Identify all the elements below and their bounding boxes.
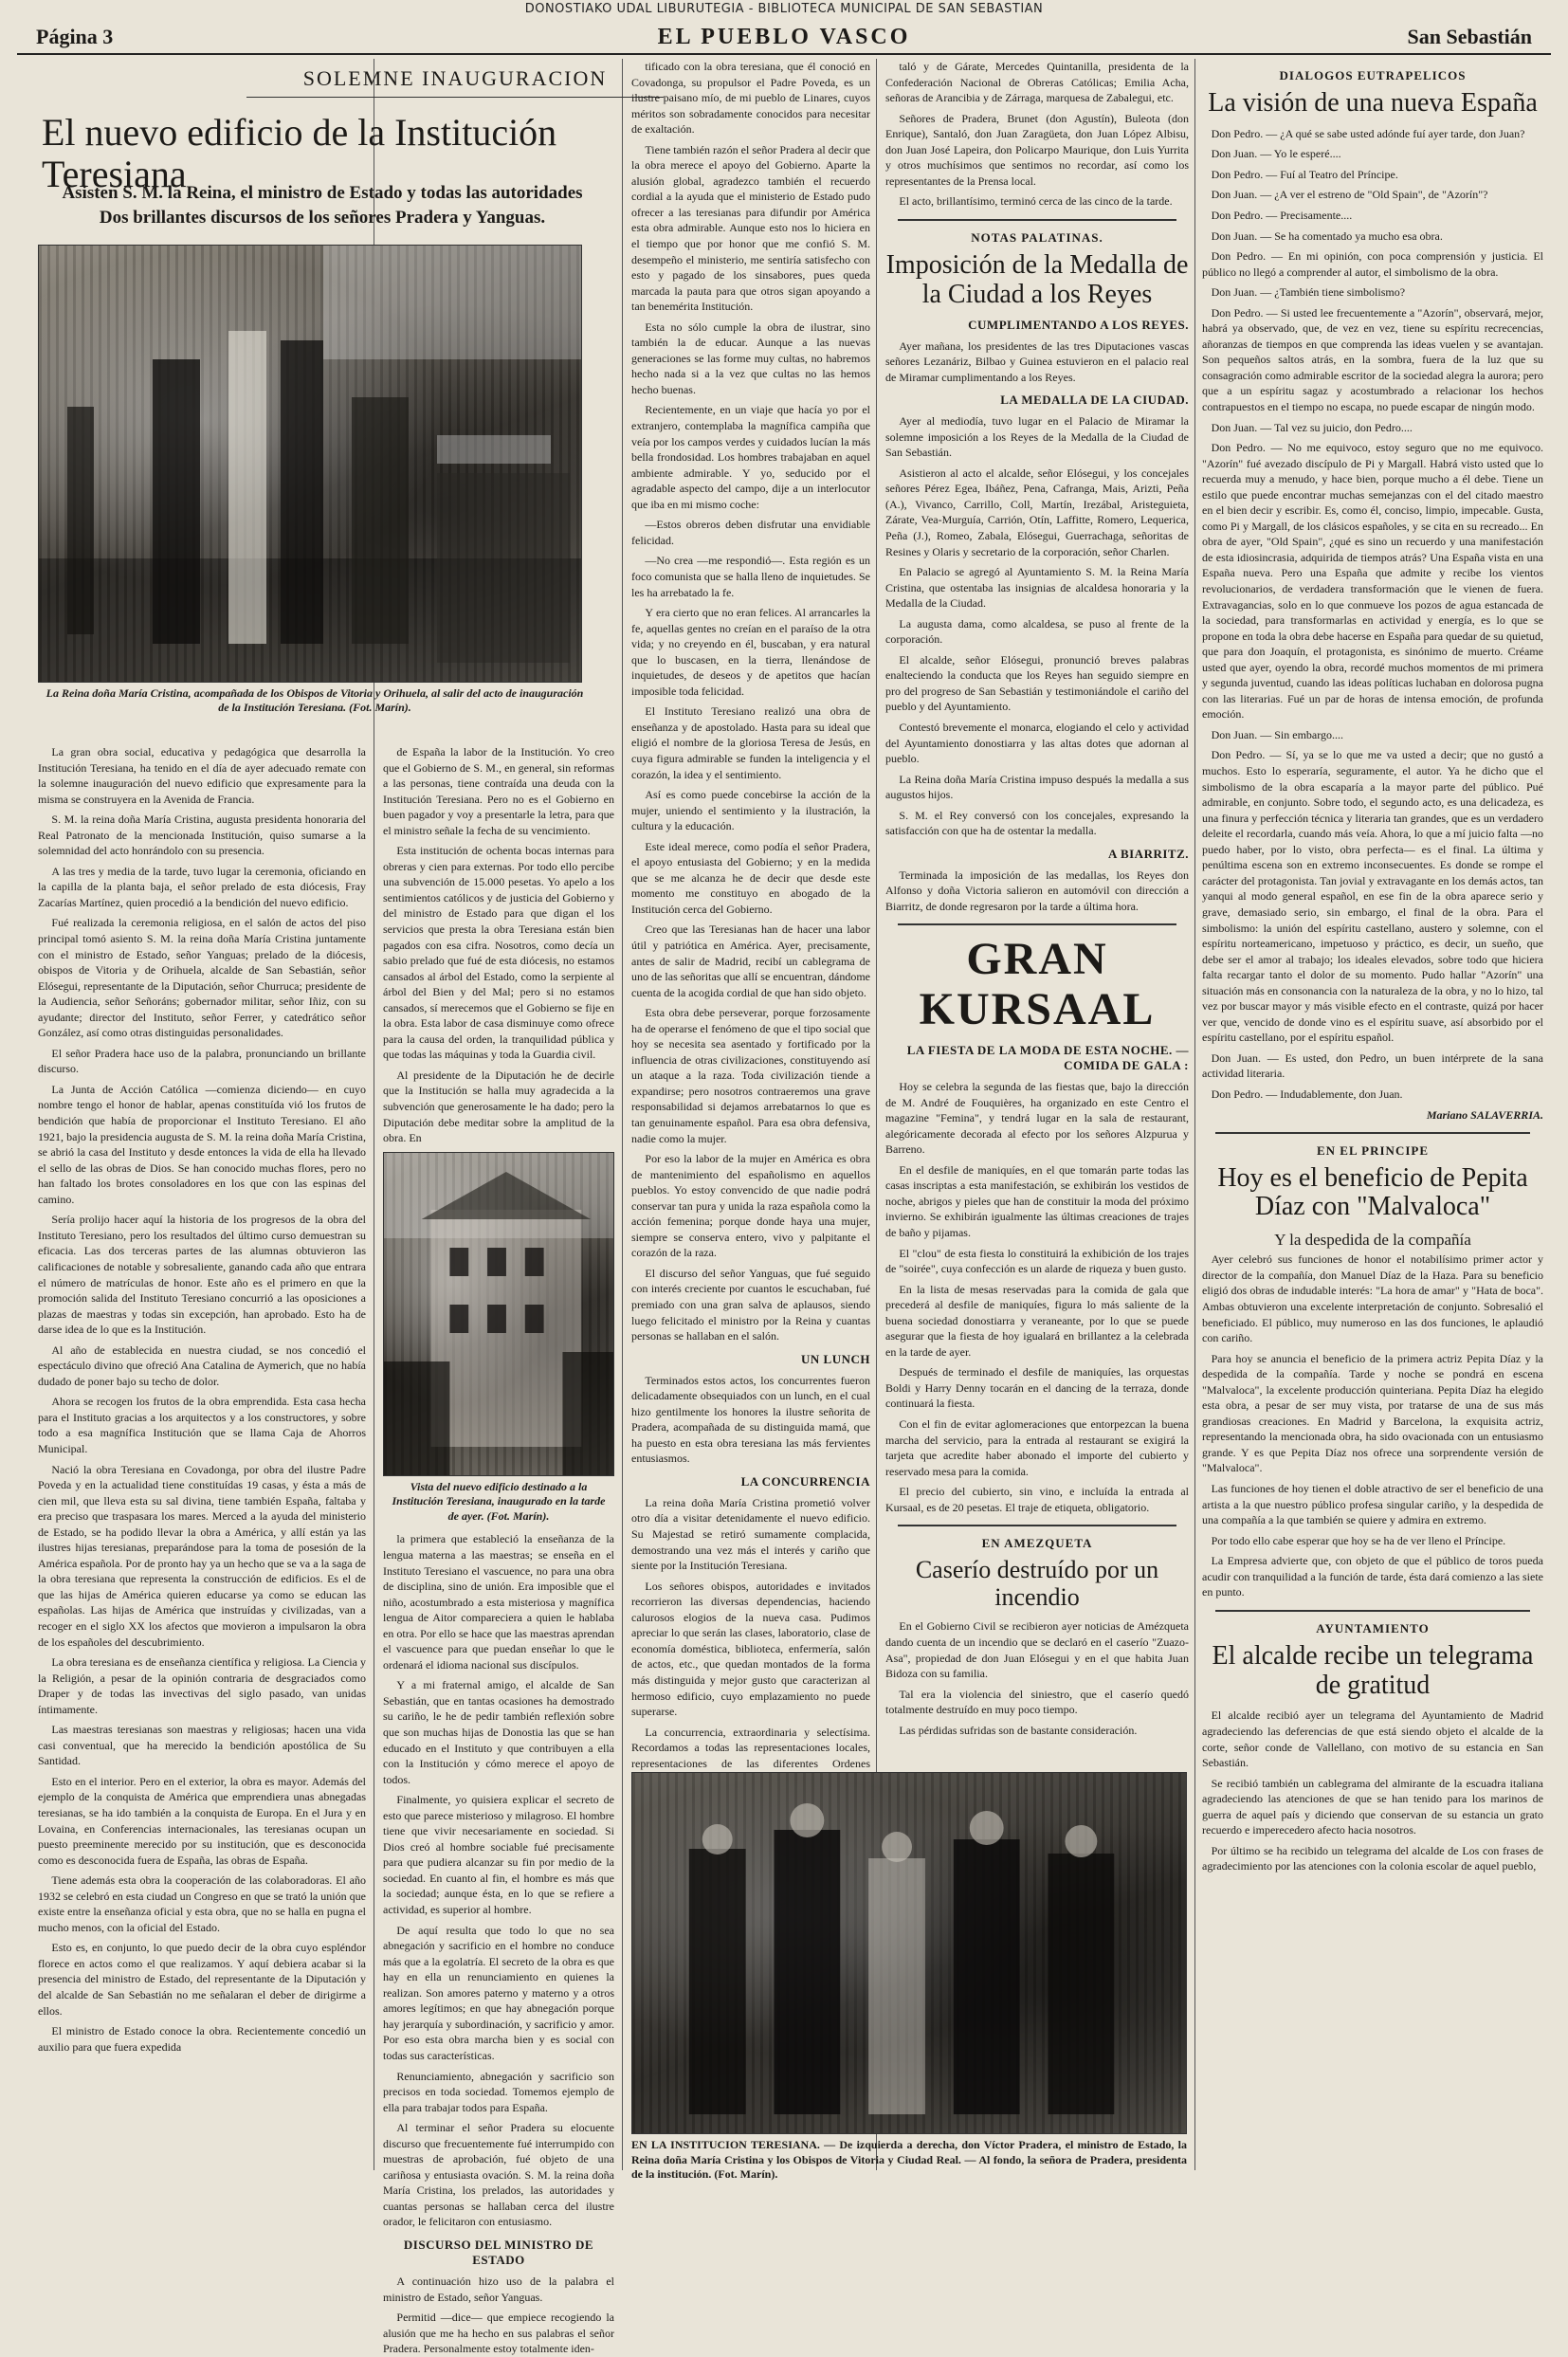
divider xyxy=(898,219,1176,221)
page-number: Página 3 xyxy=(36,25,114,48)
lunch-subhead: UN LUNCH xyxy=(801,1351,870,1366)
article-paragraph: Las pérdidas sufridas son de bastante consideración. xyxy=(899,1723,1138,1737)
photo-institution-group-caption: EN LA INSTITUCION TERESIANA. — De izquierda a derecha, don Víctor Pradera, el ministro de Estado, la Reina doña María Cristina y los Obispos de Vitoria y Ciudad Real. — Al fondo, la señora de Pradera, presidenta de la institución. (Fot. Marín). xyxy=(631,2138,1187,2182)
article-paragraph: Esta institución de ochenta bocas internas para obreras y cien para externas. Por todo ello percibe una subvención de 15.000 pesetas. Yo apelo a los sentimientos católicos y de justicia del Gobierno y del ministro de Estado para que digan el los servicios que presta la obra Teresiana están bien pagados con esa cifra. Nosotros, como decía un sabio prelado que fué de esta diócesis, no estamos cansados al árbol del Estado, como la serpiente al árbol del Bien y del Mal; pero si no estamos cansados, sí merecemos que el Gobierno se fije en la obra. Esta labor de casa disminuye como ofrece para la causa del orden, la tranquilidad pública y que todas las máquinas y toda la Guardia civil. xyxy=(383,844,614,1062)
article-paragraph: Al terminar el señor Pradera su elocuente discurso que frecuentemente fué interrumpido con muestras de aprobación, fué objeto de una cariñosa y entusiasta ovación. S. M. la reina doña María Cristina, los prelados, las autoridades y cuantas personas se hallaban cerca del ilustre orador, le felicitaron con entusiasmo. xyxy=(383,2121,614,2229)
article-paragraph: Contestó brevemente el monarca, elogiando el celo y actividad del Ayuntamiento donostiarra y las altas dotes que adornan al pueblo. xyxy=(885,721,1189,766)
photo-new-building-caption: Vista del nuevo edificio destinado a la Institución Teresiana, inaugurado en la tarde de ayer. (Fot. Marín). xyxy=(392,1479,606,1523)
article-paragraph: Creo que las Teresianas han de hacer una labor útil y patriótica en América. Ayer, precisamente, antes de salir de Madrid, recibí un cablegrama de uno de las señoritas que allí se encuentran, dándome cuenta de la acogida cordial de que han sido objeto. xyxy=(631,923,870,999)
article-paragraph: El discurso del señor Yanguas, que fué seguido con interés creciente por cuantos le escuchaban, fué premiado con una gran salva de aplausos, siendo luego felicitado el ministro por la Reina y cuantas personas se hallaban en el salón. xyxy=(631,1266,870,1343)
article-paragraph: Se recibió también un cablegrama del almirante de la escuadra italiana agradeciendo las atenciones de que se han tenido para los marinos de guerra de aquel país y diciendo que conservan de su estancia un grato recuerdo e imperecedero afecto hacia nosotros. xyxy=(1202,1776,1543,1837)
column-1-text xyxy=(38,744,366,2170)
article-paragraph: La Empresa advierte que, con objeto de que el público de toros pueda acudir con tranquilidad a la función de tarde, ésta dará comienzo a las siete en punto. xyxy=(1202,1554,1543,1599)
article-paragraph: Ahora se recogen los frutos de la obra emprendida. Esta casa hecha para el Instituto gracias a los arquitectos y a los constructores, y sobre todo a esa magnífica Institución que se llama Caja de Ahorros Municipal. xyxy=(38,1395,366,1455)
article-paragraph: Esto en el interior. Pero en el exterior, la obra es mayor. Además del ejemplo de la conquista de América que emprendiera unas abnegadas teresianas, se ha ido también a la conquista de Europa. En el Jura y en Lovaina, en Conferencias internacionales, las teresianas ocupan un puesto preeminente merecido por su institución, que es desconocida como es desconocida fuera de España, las obras de España. xyxy=(38,1774,366,1867)
dialogos-headline: La visión de una nueva España xyxy=(1208,88,1538,118)
kursaal-deck: LA FIESTA DE LA MODA DE ESTA NOCHE. — COMIDA DE GALA : xyxy=(906,1043,1189,1073)
photo-new-building-drawing xyxy=(384,1153,613,1475)
column-5 xyxy=(1202,59,1543,2170)
kursaal-headline: GRAN KURSAAL xyxy=(919,934,1156,1035)
article-paragraph: La Reina doña María Cristina impuso después la medalla a sus augustos hijos. xyxy=(885,772,1189,802)
article-paragraph: Así es como puede concebirse la acción de la mujer, uniendo el sentimiento y la ilustración, la cultura y la educación. xyxy=(631,788,870,833)
article-paragraph: Sería prolijo hacer aquí la historia de los progresos de la obra del Instituto Teresiano, pero los resultados del último curso demuestran su eficacia. Las dos terceras partes de las alumnas obtuvieron las calificaciones de notable y sobresaliente, ganando cada año que entrara el número de matrículas de honor. Este año es el primero en que la promoción salida del Instituto Teresiano concurrió a las oposiciones a plazas de maestras y todas sin excepción, han aprobado. Esto ha de darse idea de lo que es la Institución. xyxy=(38,1213,366,1337)
article-paragraph: El señor Pradera hace uso de la palabra, pronunciando un brillante discurso. xyxy=(38,1046,366,1076)
article-paragraph: Tiene además esta obra la cooperación de las colaboradoras. El año 1932 se celebró en esta ciudad un Congreso en que se trató la unión que existe entre la enseñanza oficial y esta obra, que no se halla en pugna el mucho menos, con la oficial del Estado. xyxy=(38,1873,366,1934)
photo-queen-bishops-caption: La Reina doña María Cristina, acompañada de los Obispos de Vitoria y Orihuela, al salir del acto de inauguración de la Institución Teresiana. (Fot. Marín). xyxy=(46,685,584,715)
bottom-photo-block xyxy=(631,1768,1187,2186)
article-paragraph: En el desfile de maniquíes, en el que tomarán parte todas las casas inscriptas a esta manifestación, se exhibirán los vestidos de noche, abrigos y pieles que han de constituir la moda del próximo invierno. Se exhibirán igualmente las últimas creaciones de trajes de baño y pijamas. xyxy=(885,1162,1189,1239)
article-paragraph: de España la labor de la Institución. Yo creo que el Gobierno de S. M., en general, sin reformas a las personas, tiene contraída una deuda con la Institución Teresiana. Pero no es el Gobierno en buen pagador y voy a presentarle la letra, para que el ministro señale la fecha de su vencimiento. xyxy=(383,745,614,837)
pepita-headline: Hoy es el beneficio de Pepita Díaz con "Malvaloca" xyxy=(1217,1162,1528,1222)
article-paragraph: Don Juan. — Se ha comentado ya mucho esa obra. xyxy=(1211,228,1443,243)
article-paragraph: Este ideal merece, como podía el señor Pradera, el apoyo entusiasta del Gobierno; y en la medida que se me alcanza he de decir que desde este momento me constituyo en abogado de la Institución cerca del Gobierno. xyxy=(631,839,870,916)
incendio-headline: Caserío destruído por un incendio xyxy=(915,1556,1159,1611)
teresiana-deck-2: Dos brillantes discursos de los señores Pradera y Yanguas. xyxy=(99,207,546,228)
newspaper-name: EL PUEBLO VASCO xyxy=(657,25,911,49)
article-paragraph: Don Juan. — ¿A ver el estreno de "Old Spain", de "Azorín"? xyxy=(1211,188,1488,202)
photo-new-building xyxy=(383,1152,614,1476)
article-paragraph: Al año de establecida en nuestra ciudad, se nos concedió el espectáculo divino que ofreció Ana Catalina de Aymerich, que no había dudado de poner bajo su techo de dolor. xyxy=(38,1343,366,1388)
article-paragraph: Ayer mañana, los presidentes de las tres Diputaciones vascas señores Lezanáriz, Bilbao y Guinea estuvieron en el palacio real de Miramar cumplimentando a los Reyes. xyxy=(885,338,1189,384)
article-paragraph: Después de terminado el desfile de maniquíes, las orquestas Boldi y Harry Denny tocarán en el dancing de la terraza, donde continuará la fiesta. xyxy=(885,1365,1189,1411)
article-paragraph: La concurrencia, extraordinaria y selectísima. Recordamos a todas las representaciones locales, representaciones de las diferentes Ordenes xyxy=(631,1725,870,1770)
article-paragraph: Fué realizada la ceremonia religiosa, en el salón de actos del piso principal tomó asiento S. M. la reina doña María Cristina juntamente con el ministro de Estado, señor Yanguas; prelado de la diócesis, obispos de Vitoria y de Orihuela, alcalde de San Sebastián, señor Elósegui, representante de la Diputación, señor Churruca; presidente de la Audiencia, señor Señoráns; gobernador militar, señor Iñiz, con su ayudante; director del Instituto, señor Ferrer, y catedrático señor González, así como otras distinguidas personalidades. xyxy=(38,916,366,1040)
divider xyxy=(1215,1610,1529,1612)
masthead xyxy=(17,21,1551,55)
article-paragraph: A las tres y media de la tarde, tuvo lugar la ceremonia, oficiando en la capilla de la planta baja, el señor prelado de esta diócesis, Fray Zacarías Martínez, quien procedió a la bendición del nuevo edificio. xyxy=(38,864,366,909)
article-paragraph: Y a mi fraternal amigo, el alcalde de San Sebastián, que en tantas ocasiones ha demostrado su cariño, le he de pedir también reflexión sobre que son muchas hijas de Donostia las que se han educado en el Instituto y que contribuyen a ella con la Institución y cómo merece el apoyo de todos. xyxy=(383,1678,614,1786)
article-paragraph: Don Pedro. — Sí, ya se lo que me va usted a decir; que no gustó a muchos. Esto lo esperaría, seguramente, el autor. Ya he dicho que el simbolismo de la obra escaparía a la mayor parte del público. Pué admirable, en conjunto. Sobre todo, el segundo acto, es una delicadeza, es una finura y perfección técnica y literaria tan grandes, que es un verdadero deleite el recordarla, cuando más veía. Ahora, lo que a mí juicio falta —no puedo haber, por lo visto, obra perfecta— es el final. La última y penúltima escena son en extremo inconsecuentes. Es donde se rompe el carácter del protagonista. Tan jovial y extravagante en los demás actos, tan yanqui al modo general español, en ese fin de la obra aparece serio y grave, demasiado serio, sin embargo, el final de la obra. Para el simbolismo: la unión del espíritu castellano, austero y solemne, con el espíritu norteamericano, impetuoso y práctico, es decir, un sueño, que debe ser el amor al trabajo; los ideales elevados, sobre todo que hiciera falta recargar tanto el dolor de su momento. Pudo hallar "Azorín" una situación más en consonancia con la naturaleza de la obra, y no lo hizo, tal vez por buscar mayor y más visible efecto en el contraste, quizá por hacer ver que, vencido de donde vino es el espíritu suave, así absorbido por el espíritu castellano, por el espíritu español. xyxy=(1202,748,1543,1045)
alcalde-headline: El alcalde recibe un telegrama de gratitud xyxy=(1212,1640,1534,1700)
article-paragraph: Ayer al mediodía, tuvo lugar en el Palacio de Miramar la solemne imposición a los Reyes de la Medalla de la Ciudad de San Sebastián. xyxy=(885,414,1189,460)
article-paragraph: En la lista de mesas reservadas para la comida de gala que precederá al desfile de maniquíes, figura lo más saliente de la buena sociedad donostiarra y veraneante, por lo que se puede asegurar que la fiesta de hoy igualará en brillantez a la celebrada en la tarde de ayer. xyxy=(885,1282,1189,1359)
medalla-subhead-1: CUMPLIMENTANDO A LOS REYES. xyxy=(968,317,1189,332)
dialogos-signature: Mariano SALAVERRIA. xyxy=(1426,1107,1543,1122)
article-paragraph: Esta no sólo cumple la obra de ilustrar, sino también la de educar. Aunque a las nuevas generaciones se las forme muy cultas, no habremos hecho nada si a la vez que cultas no las hemos hecho buenas. xyxy=(631,320,870,396)
article-paragraph: Nació la obra Teresiana en Covadonga, por obra del ilustre Padre Poveda y en la actualidad tiene constituídas 19 casas, y ésta a más de cien mil, que lleva esta su sal divina, tiene también España, faltaba y era preciso que traspasara los mares. Merced a la ayuda del ministerio de Estado, se ha podido llevar la obra a América, y allí están ya las ilustres hijas teresianas, preparándose para la toma de posesión de la América española. Por de pronto hay ya un hecho que se va a la saga de la obra teresiana que representa la construcción de edificios. Es el de que las hijas de América quieren educarse ya como se educan las españolas. Las hijas de América que instruídas y civilizadas, van a recoger en el siglo XX los afectos que movieron a impulsaron la obra de los españoles del descubrimiento. xyxy=(38,1462,366,1649)
article-paragraph: Para hoy se anuncia el beneficio de la primera actriz Pepita Díaz y la despedida de la compañía. Tarde y noche se pondrá en escena "Malvaloca", la excelente producción quinteriana. Pepita Díaz ha elegido esta obra, a pesar de ser muy vista, por tratarse de una de sus más grandiosas creaciones. En Madrid y Barcelona, la exquisita actriz, representando la mencionada obra, ha sido ovacionada con un entusiasmo grande. Y es que Pepita Díaz nos ofrece una sorprendente versión de "Malvaloca". xyxy=(1202,1351,1543,1475)
article-paragraph: El ministro de Estado conoce la obra. Recientemente concedió un auxilio para que fuera expedida xyxy=(38,2024,366,2054)
city-name: San Sebastián xyxy=(1407,25,1532,48)
article-paragraph: Las maestras teresianas son maestras y religiosas; hacen una vida casi conventual, que ha merecido la bendición apostólica de Su Santidad. xyxy=(38,1723,366,1768)
article-paragraph: Renunciamiento, abnegación y sacrificio son precisos en toda sociedad. Tomemos ejemplo de ella para trabajar todos para España. xyxy=(383,2069,614,2114)
medalla-kicker: NOTAS PALATINAS. xyxy=(971,229,1103,245)
article-paragraph: La augusta dama, como alcaldesa, se puso al frente de la corporación. xyxy=(885,616,1189,647)
article-paragraph: S. M. el Rey conversó con los concejales, expresando la satisfacción con que ha de ostentar la medalla. xyxy=(885,808,1189,838)
article-paragraph: Y era cierto que no eran felices. Al arrancarles la fe, aquellas gentes no creían en el paraíso de la otra vida; y no creyendo en él, buscaban, y era natural que lo buscasen, en la tierra, llenándose de inquietudes, de deseos y de apetitos que hacían imposible toda felicidad. xyxy=(631,606,870,698)
article-paragraph: Asistieron al acto el alcalde, señor Elósegui, y los concejales señores Pérez Egea, Ibáñez, Pena, Cafranga, Mais, Arizti, Peña (A.), Vivanco, Carrillo, Coll, Martín, Irezábal, Aristeguieta, Zárate, Vea-Murguía, Carrión, Otín, Laffitte, Romero, Lequerica, Peña (J.), Romeo, Zabala, Elósegui, Guerrachaga, señoritas de Resines y Olaris y secretario de la corporación, señor Charlen. xyxy=(885,466,1189,558)
article-paragraph: Don Juan. — ¿También tiene simbolismo? xyxy=(1211,285,1406,300)
article-paragraph: En Palacio se agregó al Ayuntamiento S. M. la Reina María Cristina, que ostentaba las insignias de alcaldesa honoraria y la Medalla de la Ciudad. xyxy=(885,565,1189,611)
alcalde-kicker: AYUNTAMIENTO xyxy=(1316,1620,1430,1635)
article-paragraph: El precio del cubierto, sin vino, e incluída la entrada al Kursaal, es de 20 pesetas. El traje de etiqueta, obligatorio. xyxy=(885,1485,1189,1514)
article-paragraph: Don Juan. — Sin embargo.... xyxy=(1211,727,1344,741)
column-rule xyxy=(622,59,623,2170)
divider xyxy=(1215,1132,1529,1134)
article-paragraph: Tiene también razón el señor Pradera al decir que la obra merece el apoyo del Gobierno. Aparte la alusión global, agradezco también el recuerdo cordial a la ayuda que el ministerio de Estado pudo ofrecer a las teresianas para difundir por América esta obra admirable. Aunque esto nos lo hiciera en el tiempo que por honor que me confió S. M. desempeño el ministerio, me sentiría satisfecho con esto y pagado de los sinsabores, pues queda marcada la pauta para que otros sigan apoyando a tan benemérita Institución. xyxy=(631,142,870,314)
article-paragraph: Don Juan. — Tal vez su juicio, don Pedro.... xyxy=(1211,420,1413,434)
article-paragraph: tificado con la obra teresiana, que él conoció en Covadonga, su propulsor el Padre Poveda, es un ilustre paisano mío, de mi pueblo de Linares, cuyos méritos son sobradamente conocidos para necesitar de exaltación. xyxy=(631,60,870,137)
teresiana-deck-1: Asisten S. M. la Reina, el ministro de Estado y todas las autoridades xyxy=(62,183,583,203)
article-paragraph: La reina doña María Cristina prometió volver otro día a visitar detenidamente el nuevo edificio. Su Majestad se retiró sumamente complacida, demostrando una vez más el interés y cariño que siente por la Institución Teresiana. xyxy=(631,1495,870,1573)
article-paragraph: En el Gobierno Civil se recibieron ayer noticias de Amézqueta dando cuenta de un incendio que se declaró en el caserío "Zuazo-Asa", propiedad de don Juan Elósegui y en el que habita Juan Bidoza con su familia. xyxy=(885,1619,1189,1681)
article-paragraph: A continuación hizo uso de la palabra el ministro de Estado, señor Yanguas. xyxy=(383,2274,614,2304)
article-paragraph: El Instituto Teresiano realizó una obra de enseñanza y de apostolado. Hasta para su ideal que eligió el nombre de la gloriosa Teresa de Jesús, en cuya figura admirable se funden la inteligencia y el corazón, la idea y el sentimiento. xyxy=(631,704,870,781)
article-paragraph: La obra teresiana es de enseñanza científica y religiosa. La Ciencia y la Religión, a pesar de la opinión contraria de desgraciados como Draper y de todas las invectivas del siglo pasado, van unidas íntimamente. xyxy=(38,1655,366,1716)
article-paragraph: Don Pedro. — Si usted lee frecuentemente a "Azorín", observará, mejor, habrá ya observado, que, de vez en vez, tiene su espíritu recrecencias, añoranzas de tiempos en que comprenda las ideas vuelen y se avantajan. Son pequeños saltos atrás, en la sombra, fuera de la luz que su consagración como admirable escritor de la sociedad alegra la aurora; pero que a un espíritu sagaz y acostumbrado a relacionar los hechos contrapuestos en el tiempo no escapa, no puede escapar de ningún modo. xyxy=(1202,305,1543,413)
teresiana-headline: El nuevo edificio de la Institución Teresiana xyxy=(42,111,557,195)
article-paragraph: Al presidente de la Diputación he de decirle que la Institución se halla muy agradecida a la subvención que generosamente le ha dado; pero la Diputación debe meditar sobre la amplitud de la obra. En xyxy=(383,1068,614,1145)
article-paragraph: Esta obra debe perseverar, porque forzosamente ha de operarse el fenómeno de que el tipo social que hoy se necesita sea asentado y fortificado por la influencia de otras civilizaciones, constituyendo así un ataque a la raza. Toda civilización tiende a expandirse; pero nosotros contraeremos una grave responsabilidad si dejamos arrebatarnos lo que es tan genuinamente español. Para esa obra defensiva, nadie como la mujer. xyxy=(631,1006,870,1145)
article-paragraph: Don Pedro. — No me equivoco, estoy seguro que no me equivoco. "Azorín" fué avezado discípulo de Pi y Margall. Habrá visto usted que lo recuerda muy a menudo, y hace bien, porque mucho a él debe. Tiene un estilo que puede encontrar muchas semejanzas con el del citado maestro en el bien decir y escribir. Es, como él, conciso, limpio, impecable. Gusta, como Pi y Margall, de los clásicos españoles, y se cita en su recreado... En obra de ayer, "Old Spain", ¿qué es sino un recuerdo y una manifestación de esta idiosincrasia, adquirida de tiempos atrás? Una España vista en una España nueva. Pero una España que admite y recibe los vientos revolucionarios, de verdadera transformación que le vienen de fuera. Extravagancias, solo en lo que conmueve los pozos de agua estancada de la sociedad, para transformarlas en actividad y energía, es lo que se propone en toda la obra debe hacerse en España para quedar de su quietud, que para don Joaquín, el protagonista, es sinónimo de muerto. Créame usted que ayer, oyendo la obra, recordé muchos momentos de mi primera y segunda juventud, cuando las ideas políticas luchaban en dolorosa pugna con las literarias. Fué un par de horas de intensa emoción, de profunda emoción. xyxy=(1202,441,1543,722)
article-paragraph: Terminada la imposición de las medallas, los Reyes don Alfonso y doña Victoria salieron en automóvil con dirección a Biarritz, de donde regresaron por la tarde a última hora. xyxy=(885,868,1189,913)
article-paragraph: Esto es, en conjunto, lo que puedo decir de la obra cuyo espléndor florece en actos como el que realizamos. Y aquí debiera acabar si la presencia del ministro de Estado, del representante de la Diputación y del alcalde de San Sebastián no me señalaran el deber de dirigirme a ellos. xyxy=(38,1941,366,2018)
article-paragraph: Por eso la labor de la mujer en América es obra de mantenimiento del españolismo en aquellos pueblos. Yo estoy convencido de que nadie podrá conservar tan pura y unida la raza española como la acción femenina; porque donde haya una mujer, siempre se conserva entero, vivo y palpitante el corazón de la raza. xyxy=(631,1152,870,1260)
article-paragraph: Por todo ello cabe esperar que hoy se ha de ver lleno el Príncipe. xyxy=(1211,1533,1506,1547)
teresiana-continued: taló y de Gárate, Mercedes Quintanilla, presidenta de la Confederación Nacional de Obreras Católicas; Emilia Acha, señoras de Arancibia y de Zárraga, marquesa de Zabalegui, etc. xyxy=(885,60,1189,105)
lunch-paragraph: Terminados estos actos, los concurrentes fueron delicadamente obsequiados con un lunch, en el cual hizo gentilmente los honores la ilustre señorita de Pradera, acompañada de su distinguida mamá, que ha puesto en esta obra teresiana las más fervientes entusiasmos. xyxy=(631,1373,870,1466)
article-paragraph: Por último se ha recibido un telegrama del alcalde de Los con frases de agradecimiento por las atenciones con la colonia escolar de aquel pueblo, xyxy=(1202,1843,1543,1873)
article-paragraph: Don Pedro. — Indudablemente, don Juan. xyxy=(1211,1087,1403,1101)
article-paragraph: El alcalde, señor Elósegui, pronunció breves palabras enalteciendo la conducta que los Reyes han seguido siempre en pro del progreso de San Sebastián y testimoniándole el cariño del pueblo y del Ayuntamiento. xyxy=(885,652,1189,714)
article-paragraph: Permitid —dice— que empiece recogiendo la alusión que me ha hecho en sus palabras el señor Pradera. Personalmente estoy totalmente iden- xyxy=(383,2311,614,2356)
article-paragraph: —No crea —me respondió—. Esta región es un foco comunista que se halla lleno de inquietudes. Se les ha arrebatado la fe. xyxy=(631,554,870,599)
column-rule xyxy=(1194,59,1195,2170)
discurso-subhead: DISCURSO DEL MINISTRO DE ESTADO xyxy=(403,2237,594,2267)
photo-institution-group xyxy=(631,1772,1187,2134)
article-paragraph: De aquí resulta que todo lo que no sea abnegación y sacrificio en el hombre no conduce más que a la egolatría. El secreto de la obra es que hay en ella un renunciamiento en quienes la realizan. Son amores paterno y materno y a otros amores legítimos; en que hay abnegación porque hay jerarquía y subordinación, y sacrificio y amor. Por eso esta obra marcha bien y es social con todas sus características. xyxy=(383,1923,614,2062)
dialogos-kicker: DIALOGOS EUTRAPELICOS xyxy=(1279,68,1467,82)
article-paragraph: Don Juan. — Yo le esperé.... xyxy=(1211,147,1341,161)
medalla-headline: Imposición de la Medalla de la Ciudad a los Reyes xyxy=(885,249,1189,309)
article-paragraph: Don Pedro. — Fuí al Teatro del Príncipe. xyxy=(1211,167,1398,181)
concurrencia-subhead: LA CONCURRENCIA xyxy=(740,1473,870,1489)
photo-queen-bishops-drawing xyxy=(39,246,581,682)
article-paragraph: La gran obra social, educativa y pedagógica que desarrolla la Institución Teresiana, ha tenido en el día de ayer adecuado remate con la solemne inauguración del nuevo edificio que expresamente para la misma se construyera en la Avenida de Francia. xyxy=(38,745,366,806)
article-paragraph: El alcalde recibió ayer un telegrama del Ayuntamiento de Madrid agradeciendo las deferencias de que está siendo objeto el alcalde de la corte, señor conde de Vallellano, con motivo de su estancia en San Sebastián. xyxy=(1202,1708,1543,1770)
teresiana-continued: Señores de Pradera, Brunet (don Agustín), Buleota (don Enrique), Santaló, don Juan Zaragüeta, don Juan López Albisu, don Juan José Lapeira, don Policarpo Maurique, don Luis Yurrita y otros muchísimos que sentimos no recordar, así como los representantes de la Prensa local. xyxy=(885,111,1189,188)
article-paragraph: Las funciones de hoy tienen el doble atractivo de ser el beneficio de una artista a la que nuestro público profesa singular cariño, y la despedida de una compañía a la que también se quiere y admira en extremo. xyxy=(1202,1482,1543,1527)
divider xyxy=(898,1525,1176,1526)
column-2 xyxy=(383,744,614,2356)
article-paragraph: Finalmente, yo quisiera explicar el secreto de esto que parece misterioso y milagroso. El hombre tiene que vivir necesariamente en sociedad. Si Dios creó al hombre sociable fué precisamente para que pudiera alcanzar su fin por medio de la sociedad. En cuanto al fin, el hombre es más que la sociedad; aunque ésta, en lo que se refiere a actividad, es superior al hombre. xyxy=(383,1793,614,1917)
library-stamp: DONOSTIAKO UDAL LIBURUTEGIA - BIBLIOTECA MUNICIPAL DE SAN SEBASTIAN xyxy=(524,2,1044,16)
article-paragraph: Don Pedro. — En mi opinión, con poca comprensión y justicia. El público no llegó a comprender al autor, el simbolismo de la obra. xyxy=(1202,249,1543,279)
article-paragraph: El "clou" de esta fiesta lo constituirá la exhibición de los trajes de "soirée", cuya confección es un alarde de riqueza y buen gusto. xyxy=(885,1246,1189,1276)
article-paragraph: Con el fin de evitar aglomeraciones que entorpezcan la buena marcha del servicio, para la entrada al restaurant se exigirá la tarjeta que acredite haber abonado el importe del cubierto y reservado mesa para la comida. xyxy=(885,1417,1189,1478)
photo-institution-group-drawing xyxy=(632,1773,1186,2133)
medalla-subhead-2: LA MEDALLA DE LA CIUDAD. xyxy=(1000,393,1189,408)
article-paragraph: Recientemente, en un viaje que hacía yo por el extranjero, contemplaba la magnífica campiña que veía por los campos verdes y cuidados lucían la más bella frondosidad. Los hombres trabajaban en aquel ambiente admirable. Y yo, seducido por el agradable aspecto del campo, dije a un interlocutor que iba en mi mismo coche: xyxy=(631,403,870,511)
pepita-kicker: EN EL PRINCIPE xyxy=(1316,1142,1430,1158)
divider xyxy=(898,923,1176,925)
article-paragraph: la primera que estableció la enseñanza de la lengua materna a las maestras; se enseña en el Instituto Teresiano el vascuence, no para una obra de disciplina, sino de unión. Era imposible que el niño, acostumbrado a esta misteriosa y magnífica lengua de Aitor compareciera a quien le hablaba en otra. Por ello se hace que las maestras aprendan el vascuence para que puedan enseñar lo que le ordenará el idioma nacional sus discípulos. xyxy=(383,1532,614,1672)
article-paragraph: Tal era la violencia del siniestro, que el caserío quedó totalmente destruído en muy poco tiempo. xyxy=(885,1687,1189,1717)
photo-queen-bishops xyxy=(38,245,582,683)
article-paragraph: Don Pedro. — ¿A qué se sabe usted adónde fuí ayer tarde, don Juan? xyxy=(1211,126,1525,140)
article-paragraph: La Junta de Acción Católica —comienza diciendo— en cuyo nombre tengo el honor de hablar, apenas constituída vió los frutos de bendición que había de proporcionar el Instituto Teresiano. El año 1921, bajo la presidencia augusta de S. M. la reina doña María Cristina, se abrió la casa del Instituto y desde entonces la vida de ella ha llevado el sello de las obras de Dios. Se han conocido muchas flores, pero no han faltado los brotes consoladores en los que con las espinas del camino. xyxy=(38,1082,366,1206)
teresiana-continued: El acto, brillantísimo, terminó cerca de las cinco de la tarde. xyxy=(899,194,1173,209)
article-paragraph: S. M. la reina doña María Cristina, augusta presidenta honoraria del Real Patronato de la mencionada Institución, quiso sumarse a la solemnidad del acto honrándolo con su presencia. xyxy=(38,813,366,858)
article-paragraph: —Estos obreros deben disfrutar una envidiable felicidad. xyxy=(631,518,870,547)
article-paragraph: Los señores obispos, autoridades e invitados recorrieron las diversas dependencias, haciendo calurosos elogios de la nueva casa. Pudimos apreciar lo que serán las clases, laboratorio, clase de economía doméstica, biblioteca, enfermería, salón de actos, etc., que quedan montados de la forma más distinguida y mejor gusto que caracterizan al hermoso edificio, cuyo emplazamiento no puede superarse. xyxy=(631,1579,870,1719)
article-paragraph: Don Pedro. — Precisamente.... xyxy=(1211,208,1353,222)
article-paragraph: Don Juan. — Es usted, don Pedro, un buen intérprete de la sana actividad literaria. xyxy=(1202,1051,1543,1081)
teresiana-kicker: SOLEMNE INAUGURACION xyxy=(302,66,608,90)
article-paragraph: Hoy se celebra la segunda de las fiestas que, bajo la dirección de M. André de Fouquières, ha organizado en este Centro el magazine "Femina", y tendrá lugar en la sala de restaurant, alegóricamente decorada al efecto por los señores Alzpurua y Barreno. xyxy=(885,1080,1189,1157)
incendio-kicker: EN AMEZQUETA xyxy=(981,1536,1093,1551)
article-paragraph: Ayer celebró sus funciones de honor el notabilísimo primer actor y director de la compañía, don Manuel Díaz de la Haza. Para su beneficio eligió dos obras de indudable interés: "La hora de amar" y "Hata de boca". Ambas obtuvieron una excelente interpretación de conjunto. Sobresalió el beneficiado. El público, muy numeroso en las dos funciones, le aplaudió con cariño. xyxy=(1202,1252,1543,1345)
pepita-deck: Y la despedida de la compañía xyxy=(1274,1231,1471,1250)
medalla-subhead-3: A BIARRITZ. xyxy=(1108,846,1189,861)
